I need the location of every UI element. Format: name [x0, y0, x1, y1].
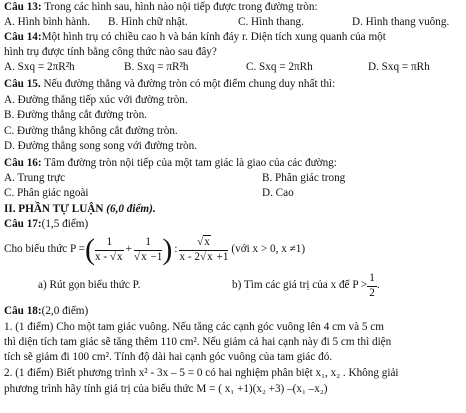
- q14-option-d: D. Sxq = πRh: [368, 61, 430, 73]
- q15-option-b: B. Đường thẳng cắt đường tròn.: [4, 109, 147, 121]
- q17-expression: [4, 232, 305, 268]
- part-2-score: (6,0 điểm).: [106, 203, 156, 215]
- q17-parts: [4, 272, 464, 300]
- question-13: [4, 2, 318, 13]
- q13-option-a: A. Hình bình hành.: [4, 16, 91, 28]
- q13-option-b: B. Hình chữ nhật.: [108, 16, 188, 28]
- q13-option-d: D. Hình thang vuông.: [352, 16, 450, 28]
- q17-frac2-den-b: x: [141, 250, 147, 263]
- q16-option-c: C. Phân giác ngoài: [4, 187, 89, 199]
- q17-fraction-2: [134, 237, 162, 262]
- part-2-title: II. PHẦN TỰ LUẬN: [4, 203, 107, 215]
- question-16-label: Câu 16:: [4, 157, 42, 169]
- question-14-line1: Một hình trụ có chiều cao h và bán kính đáy r. Diện tích xung quanh của một: [41, 31, 386, 43]
- q14-option-b: B. Sxq = πR²h: [124, 61, 189, 73]
- q14-option-c: C. Sxq = 2πRh: [246, 61, 313, 73]
- question-15: [4, 79, 335, 90]
- q17-condition: (với x > 0, x ≠1): [231, 243, 306, 256]
- q17-frac3-den-c: +1: [213, 250, 229, 263]
- question-15-label: Câu 15.: [4, 78, 41, 90]
- q15-option-a: A. Đường thẳng tiếp xúc với đường tròn.: [4, 94, 188, 106]
- question-17: [4, 219, 88, 230]
- q18-part1-line1: 1. (1 điểm) Cho một tam giác vuông. Nếu tăng các cạnh góc vuông lên 4 cm và 5 cm: [4, 321, 384, 333]
- right-paren: ): [162, 233, 173, 266]
- sqrt-icon: √: [199, 250, 207, 263]
- left-paren: (: [84, 233, 95, 266]
- q15-option-c: C. Đường thẳng không cắt đường tròn.: [4, 125, 178, 137]
- q16-option-b: B. Phân giác trong: [262, 172, 346, 184]
- q17-frac3-den-a: x - 2: [179, 250, 200, 263]
- q17-half-den: 2: [369, 286, 375, 299]
- q17-frac2-num: 1: [134, 237, 162, 250]
- question-18: [4, 306, 88, 317]
- plus-sign: +: [125, 243, 132, 256]
- q17-frac1-num: 1: [95, 237, 124, 250]
- q13-option-c: C. Hình thang.: [238, 16, 304, 28]
- q17-frac3-num: [179, 237, 228, 250]
- q17-frac3-den: [179, 251, 228, 263]
- q18-part2-line2: phương trình hãy tính giá trị của biểu thức M = ( x₁ +1)(x₂ +3) –(x₁ –x₂): [4, 383, 328, 395]
- q18-part1-line2: thì diện tích tam giác sẽ tăng thêm 110 cm². Nếu giảm cả hai cạnh này đi 5 cm thì diện: [4, 336, 392, 348]
- q17-part-b-dot: .: [376, 279, 380, 292]
- question-14-line2: hình trụ được tính bằng công thức nào sau đây?: [4, 46, 217, 58]
- q18-part2-line1: 2. (1 điểm) Biết phương trình x² - 3x – 5 = 0 có hai nghiệm phân biệt x₁, x₂ . Không giải: [4, 367, 399, 379]
- question-18-label: Câu 18:: [4, 305, 42, 317]
- q17-frac2-den: [134, 251, 162, 263]
- q17-half-fraction: [367, 273, 377, 298]
- question-13-text: Trong các hình sau, hình nào nội tiếp được trong đường tròn:: [41, 1, 318, 13]
- question-18-score: (2,0 điểm): [41, 305, 89, 317]
- q17-half-num: 1: [367, 273, 377, 286]
- q18-part1-line3: tích sẽ giảm đi 100 cm². Tính độ dài hai cạnh góc vuông của tam giác đó.: [4, 351, 333, 363]
- q17-expr-prefix: Cho biểu thức P =: [4, 243, 85, 256]
- q16-option-d: D. Cao: [262, 187, 294, 199]
- question-13-label: Câu 13:: [4, 1, 42, 13]
- question-16-text: Tâm đường tròn nội tiếp của một tam giác là giao của các đường:: [41, 157, 337, 169]
- q17-part-a: a) Rút gọn biểu thức P.: [38, 279, 141, 292]
- part-2-heading: [4, 204, 156, 215]
- question-16: [4, 158, 337, 169]
- question-14-label: Câu 14:: [4, 31, 42, 43]
- q17-fraction-3: [179, 237, 228, 262]
- q16-option-a: A. Trung trực: [4, 172, 66, 184]
- q15-option-d: D. Đường thẳng song song với đường tròn.: [4, 140, 198, 152]
- sqrt-icon: √: [197, 236, 204, 249]
- q17-fraction-1: [95, 237, 124, 262]
- sqrt-icon: √: [109, 250, 117, 263]
- question-15-text: Nếu đường thẳng và đường tròn có một điểm chung duy nhất thì:: [40, 78, 336, 90]
- q14-option-a: A. Sxq = 2πR²h: [4, 61, 75, 73]
- q17-frac1-den: [95, 251, 124, 263]
- q17-part-b: b) Tìm các giá trị của x để P >: [232, 279, 368, 292]
- question-14: [4, 32, 386, 43]
- q17-frac3-num-x: x: [204, 236, 210, 249]
- question-17-score: (1,5 điểm): [41, 218, 89, 230]
- sqrt-icon: √: [133, 250, 141, 263]
- question-17-label: Câu 17:: [4, 218, 42, 230]
- q17-frac3-den-b: x: [207, 250, 213, 263]
- q17-frac1-den-b: x: [117, 250, 123, 263]
- q17-frac2-den-c: −1: [147, 250, 163, 263]
- colon-sign: :: [174, 243, 178, 256]
- q17-frac1-den-a: x -: [94, 250, 110, 263]
